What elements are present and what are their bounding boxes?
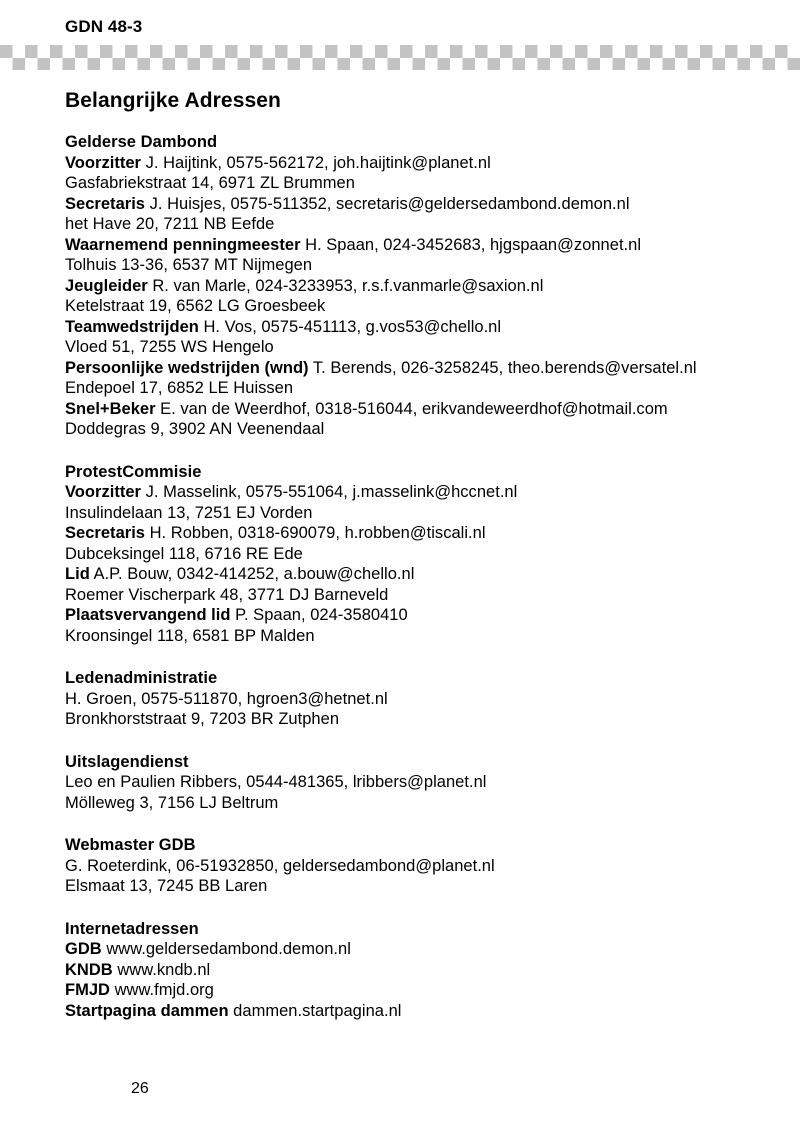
entry-details: Mölleweg 3, 7156 LJ Beltrum [65,793,279,812]
entry-details: J. Masselink, 0575-551064, j.masselink@hccnet.nl [140,483,518,501]
entry-details: Tolhuis 13-36, 6537 MT Nijmegen [65,256,313,274]
address-entry-line [65,173,765,194]
entry-details: Kroonsingel 118, 6581 BP Malden [65,626,315,645]
address-entry-line [65,482,765,503]
address-entry-line [65,503,765,524]
address-entry-line [65,564,765,585]
address-entry-line [65,399,765,420]
entry-role-label: Teamwedstrijden [65,317,199,336]
entry-details: dammen.startpagina.nl [228,1001,402,1020]
address-entry-line [65,214,765,235]
entry-details: Endepoel 17, 6852 LE Huissen [65,379,294,397]
address-section [65,752,765,814]
address-section [65,668,765,730]
address-section [65,132,765,440]
address-entry-line [65,255,765,276]
address-entry-line [65,709,765,730]
entry-details: Doddegras 9, 3902 AN Veenendaal [65,420,325,438]
address-entry-line [65,980,765,1001]
address-entry-line [65,523,765,544]
address-entry-line [65,544,765,565]
entry-role-label: Voorzitter [65,483,141,501]
entry-details: Dubceksingel 118, 6716 RE Ede [65,544,303,563]
address-entry-line [65,1001,765,1022]
entry-details: het Have 20, 7211 NB Eefde [65,215,275,233]
entry-role-label: Snel+Beker [65,399,156,418]
entry-role-label: Lid [65,565,90,583]
entry-details: H. Robben, 0318-690079, h.robben@tiscali.nl [145,524,486,542]
entry-details: E. van de Weerdhof, 0318-516044, erikvandeweerdhof@hotmail.com [155,399,668,418]
section-heading: Ledenadministratie [65,669,218,687]
entry-details: R. van Marle, 024-3233953, r.s.f.vanmarle@saxion.nl [147,276,544,295]
entry-details: A.P. Bouw, 0342-414252, a.bouw@chello.nl [89,565,415,583]
entry-role-label: Jeugleider [65,276,148,295]
address-entry-line [65,772,765,793]
entry-details: P. Spaan, 024-3580410 [230,606,408,624]
sections-container [65,132,765,1021]
address-entry-line [65,605,765,626]
entry-details: www.kndb.nl [112,960,211,979]
address-entry-line [65,876,765,897]
entry-role-label: Secretaris [65,194,146,213]
entry-role-label: Waarnemend penningmeester [65,235,301,254]
entry-details: Vloed 51, 7255 WS Hengelo [65,338,274,356]
address-entry-line [65,960,765,981]
checkerboard-row-top [0,45,800,58]
address-entry-line [65,689,765,710]
section-heading: Uitslagendienst [65,752,189,771]
address-entry-line [65,358,765,379]
address-entry-line [65,317,765,338]
entry-role-label: Secretaris [65,524,146,542]
entry-role-label: Plaatsvervangend lid [65,606,231,624]
entry-details: Ketelstraat 19, 6562 LG Groesbeek [65,297,326,315]
section-heading: Webmaster GDB [65,836,196,854]
address-entry-line [65,793,765,814]
address-entry-line [65,419,765,440]
entry-role-label: GDB [65,940,102,958]
address-entry-line [65,153,765,174]
checkerboard-row-bottom [0,58,800,71]
entry-details: J. Huisjes, 0575-511352, secretaris@geldersedambond.demon.nl [145,194,630,213]
entry-role-label: Voorzitter [65,153,141,172]
entry-details: G. Roeterdink, 06-51932850, geldersedambond@planet.nl [65,856,495,875]
page-content [65,88,765,1021]
address-entry-line [65,276,765,297]
entry-role-label: Startpagina dammen [65,1001,229,1020]
address-entry-line [65,856,765,877]
address-entry-line [65,235,765,256]
address-entry-line [65,585,765,606]
entry-details: Leo en Paulien Ribbers, 0544-481365, lribbers@planet.nl [65,773,487,791]
address-entry-line [65,626,765,647]
address-entry-line [65,296,765,317]
address-section [65,462,765,647]
entry-details: Bronkhorststraat 9, 7203 BR Zutphen [65,710,340,728]
entry-details: T. Berends, 026-3258245, theo.berends@versatel.nl [308,358,697,377]
entry-role-label: Persoonlijke wedstrijden (wnd) [65,358,309,377]
entry-details: www.geldersedambond.demon.nl [101,940,351,958]
page-number: 26 [131,1080,149,1097]
entry-details: H. Spaan, 024-3452683, hjgspaan@zonnet.nl [300,235,642,254]
entry-details: H. Groen, 0575-511870, hgroen3@hetnet.nl [65,689,388,708]
section-heading: Gelderse Dambond [65,133,218,151]
entry-details: www.fmjd.org [110,981,214,999]
section-heading: ProtestCommisie [65,462,202,481]
address-entry-line [65,939,765,960]
entry-role-label: KNDB [65,960,113,979]
address-section [65,919,765,1022]
entry-details: Gasfabriekstraat 14, 6971 ZL Brummen [65,174,355,192]
running-header: GDN 48-3 [65,17,143,36]
checkerboard-divider [0,45,800,70]
entry-details: H. Vos, 0575-451113, g.vos53@chello.nl [198,317,502,336]
entry-details: Elsmaat 13, 7245 BB Laren [65,877,268,895]
entry-role-label: FMJD [65,981,110,999]
entry-details: Roemer Vischerpark 48, 3771 DJ Barneveld [65,585,389,604]
address-section [65,835,765,897]
page-title: Belangrijke Adressen [65,89,281,112]
entry-details: Insulindelaan 13, 7251 EJ Vorden [65,503,313,522]
entry-details: J. Haijtink, 0575-562172, joh.haijtink@planet.nl [140,153,491,172]
section-heading: Internetadressen [65,919,199,938]
address-entry-line [65,194,765,215]
address-entry-line [65,378,765,399]
address-entry-line [65,337,765,358]
